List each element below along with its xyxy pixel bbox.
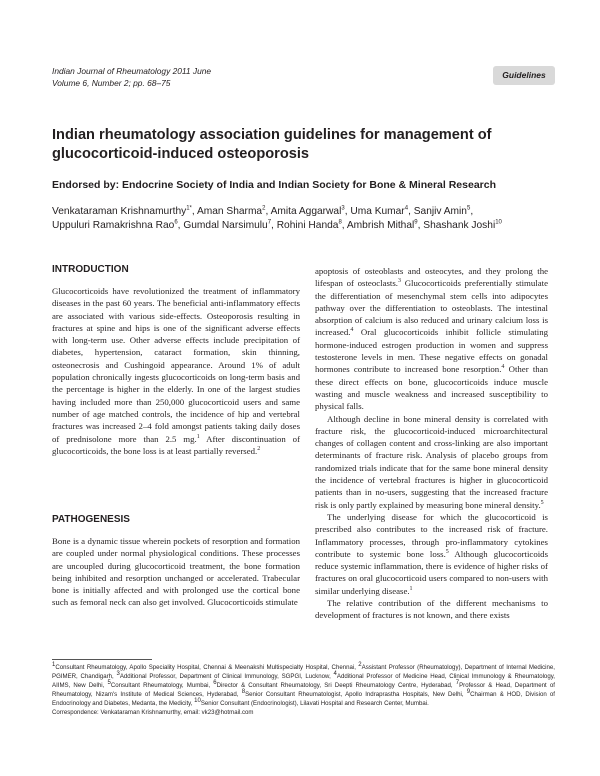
- author: Uppuluri Ramakrishna Rao$^6$: [52, 219, 178, 231]
- author: Shashank Joshi$^{10}$: [423, 219, 502, 231]
- introduction-paragraph: Glucocorticoids have revolutionized the treatment of inflammatory diseases in the past 60 years. The beneficial anti-inflammatory effects are associated with various side-effects. Osteoporosis resulting in fractures at spine and hips is one of the significant adverse effects with long-term use. Other adverse effects include precipitation of diabetes, hypertension, cataract formation, skin thinning, osteonecrosis and Cushingoid appearance. Around 1% of adult population chronically ingests glucocorticoids on long-term basis and the percentage is higher in the elderly. In one of the largest studies having included more than 250,000 glucocorticoid users and same number of age matched controls, the incidence of hip and vertebral fractures was increased 2–4 fold amongst patients taking daily doses of prednisolone more than 2.5 mg.$^1$ After discontinuation of glucocorticoids, the bone loss is at least partially reversed.$^2$: [52, 286, 301, 456]
- author-list: Venkataraman Krishnamurthy$^{1*}$, Aman Sharma$^2$, Amita Aggarwal$^3$, Uma Kumar$^4$, Sanjiv Amin$^5$, Uppuluri Ramakrishna Rao$^6$, Gumdal Narsimulu$^7$, Rohini Handa$^8$, Ambrish Mithal$^9$, Shashank Joshi$^{10}$: [52, 205, 502, 231]
- article-type-tag: Guidelines: [493, 66, 555, 85]
- author: Uma Kumar$^4$: [350, 205, 409, 217]
- author: Sanjiv Amin$^5$: [413, 205, 471, 217]
- right-column-text: [315, 265, 548, 622]
- author: Amita Aggarwal$^3$: [270, 205, 345, 217]
- author-affiliations-footnote: $^1$Consultant Rheumatology, Apollo Speciality Hospital, Chennai & Meenakshi Multispecialty Hospital, Chennai, $^2$Assistant Professor (Rheumatology), Department of Internal Medicine, PGIMER, Chandigarh, $^3$Additional Professor, Department of Clinical Immunology, SGPGI, Lucknow, $^4$Additional Professor of Medicine Head, Clinical Immunology & Rheumatology, AIIMS, New Delhi, $^5$Consultant Rheumatology, Mumbai, $^6$Director & Consultant Rheumatology, Sri Deepti Rheumatology Centre, Hyderabad, $^7$Professor & Head, Department of Rheumatology, Nizam's Institute of Medical Sciences, Hyderabad, $^8$Senior Consultant Rheumatologist, Apollo Indraprastha Hospitals, New Delhi, $^9$Chairman & HOD, Division of Endocrinology and Diabetes, Medanta, the Medicity, $^{10}$Senior Consultant (Endocrinologist), Lilavati Hospital and Research Center, Mumbai. Correspondence: Venkataraman Krishnamurthy, email: vk23@hotmail.com: [52, 661, 556, 717]
- journal-volume-line: Volume 6, Number 2; pp. 68–75: [52, 77, 171, 88]
- body-paragraph: The underlying disease for which the glucocorticoid is prescribed also contributes to the increased risk of fracture. Inflammatory processes, through pro-inflammatory cytokines contribute to systemic bone loss.$^5$ Although glucocorticoids reduce systemic inflammation, there is evidence of higher risks of fractures on oral glucocorticoid users compared to non-users with similar underlying disease.$^1$: [315, 511, 548, 596]
- pathogenesis-paragraph: Bone is a dynamic tissue wherein pockets of resorption and formation are coupled under normal physiological conditions. These processes are uncoupled during glucocorticoid treatment, the bone formation being inhibited and resorption unchanged or accelerated. Trabecular bone is initially affected and with prolonged use the cortical bone such as femoral neck can also get involved. Glucocorticoids stimulate: [52, 536, 300, 608]
- author: Gumdal Narsimulu$^7$: [183, 219, 272, 231]
- body-paragraph: The relative contribution of the different mechanisms to development of fractures is not known, and there exists: [315, 598, 548, 621]
- journal-name-line: Indian Journal of Rheumatology 2011 June: [52, 66, 212, 76]
- correspondence-line: Correspondence: Venkataraman Krishnamurthy, email: vk23@hotmail.com: [52, 709, 254, 717]
- endorsement-line: Endorsed by: Endocrine Society of India and Indian Society for Bone & Mineral Research: [52, 179, 497, 191]
- pathogenesis-heading: PATHOGENESIS: [52, 514, 130, 525]
- author: Aman Sharma$^2$: [196, 205, 266, 217]
- author: Ambrish Mithal$^9$: [346, 219, 418, 231]
- footnote-divider: [52, 659, 152, 660]
- author: Venkataraman Krishnamurthy$^{1*}$: [52, 205, 192, 217]
- article-title: Indian rheumatology association guidelines for management of glucocorticoid-induced osteoporosis: [52, 127, 492, 162]
- journal-citation: [52, 66, 211, 89]
- author: Rohini Handa$^8$: [276, 219, 342, 231]
- body-paragraph: apoptosis of osteoblasts and osteocytes, and they prolong the lifespan of osteoclasts.$^3$ Glucocorticoids preferentially stimulate the differentiation of mesenchymal stem cells into adipocytes pathway over the differentiation to osteoblasts. The intestinal absorption of calcium is also reduced and urinary calcium loss is increased.$^4$ Oral glucocorticoids inhibit follicle stimulating hormone-induced estrogen production in women and suppress testosterone levels in men. These negative effects on gonadal hormones contribute to increased bone resorption.$^4$ Other than these direct effects on bone, glucocorticoids induce muscle wasting and muscle weakness and increased susceptibility to physical falls.: [315, 266, 548, 412]
- introduction-heading: INTRODUCTION: [52, 264, 129, 275]
- body-paragraph: Although decline in bone mineral density is correlated with fracture risk, the glucocorticoid-induced microarchitectural changes of collagen content and cross-linking are also important determinants of fracture risk. Analysis of placebo groups from randomized trials indicate that for the same bone mineral density the incidence of vertebral fractures is higher in glucocorticoid patients than in no-users, suggesting that the increased fracture risk is only partly explained by measuring bone mineral density.$^5$: [315, 413, 548, 510]
